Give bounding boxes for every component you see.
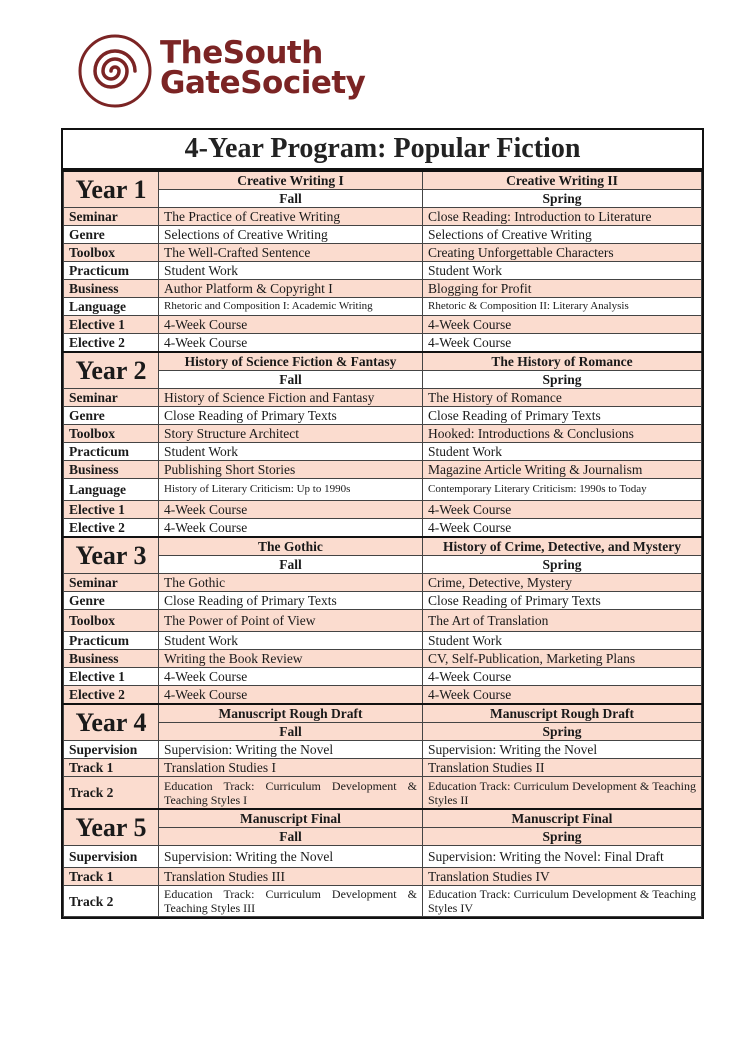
spring-course-title: Creative Writing II [423,171,702,190]
spring-cell: Close Reading of Primary Texts [423,407,702,425]
row-label: Toolbox [64,425,159,443]
spring-cell: Student Work [423,262,702,280]
fall-term-label: Fall [159,371,423,389]
spring-cell: 4-Week Course [423,316,702,334]
spring-cell: CV, Self-Publication, Marketing Plans [423,650,702,668]
fall-course-title: Manuscript Rough Draft [159,704,423,723]
spring-course-title: Manuscript Final [423,809,702,828]
course-row [64,686,702,705]
spring-cell: Translation Studies IV [423,868,702,886]
spring-cell: 4-Week Course [423,519,702,538]
row-label: Practicum [64,632,159,650]
row-label: Track 1 [64,868,159,886]
fall-cell: Student Work [159,443,423,461]
spring-cell: 4-Week Course [423,501,702,519]
course-row [64,298,702,316]
term-row [64,371,702,389]
fall-cell: Student Work [159,632,423,650]
course-row [64,208,702,226]
spring-cell: The Art of Translation [423,610,702,632]
fall-cell: Close Reading of Primary Texts [159,592,423,610]
fall-cell: History of Literary Criticism: Up to 1990s [159,479,423,501]
spring-cell: Supervision: Writing the Novel: Final Draft [423,846,702,868]
fall-cell: Education Track: Curriculum Development & Teaching Styles III [159,886,423,917]
spring-term-label: Spring [423,556,702,574]
fall-cell: 4-Week Course [159,316,423,334]
course-row [64,777,702,810]
course-row [64,316,702,334]
year-label: Year 3 [64,537,159,574]
org-logo [78,30,378,110]
spiral-logo-icon [78,34,152,108]
year-header-row [64,809,702,828]
course-row [64,334,702,353]
row-label: Seminar [64,208,159,226]
fall-course-title: History of Science Fiction & Fantasy [159,352,423,371]
fall-cell: Translation Studies III [159,868,423,886]
fall-cell: 4-Week Course [159,668,423,686]
row-label: Elective 1 [64,316,159,334]
row-label: Seminar [64,389,159,407]
fall-cell: 4-Week Course [159,519,423,538]
fall-course-title: Creative Writing I [159,171,423,190]
fall-cell: Close Reading of Primary Texts [159,407,423,425]
course-row [64,425,702,443]
spring-cell: The History of Romance [423,389,702,407]
fall-cell: 4-Week Course [159,501,423,519]
row-label: Language [64,479,159,501]
course-row [64,479,702,501]
course-row [64,262,702,280]
course-row [64,592,702,610]
term-row [64,556,702,574]
spring-term-label: Spring [423,723,702,741]
spring-term-label: Spring [423,828,702,846]
spring-cell: Creating Unforgettable Characters [423,244,702,262]
year-header-row [64,537,702,556]
course-row [64,389,702,407]
year-header-row [64,352,702,371]
row-label: Elective 1 [64,501,159,519]
course-row [64,846,702,868]
row-label: Genre [64,592,159,610]
org-name-line1: TheSouth [160,35,323,71]
spring-cell: Education Track: Curriculum Development & Teaching Styles IV [423,886,702,917]
fall-cell: Author Platform & Copyright I [159,280,423,298]
row-label: Business [64,280,159,298]
spring-course-title: The History of Romance [423,352,702,371]
spring-cell: Education Track: Curriculum Development & Teaching Styles II [423,777,702,810]
row-label: Supervision [64,741,159,759]
row-label: Elective 2 [64,519,159,538]
course-row [64,280,702,298]
program-title: 4-Year Program: Popular Fiction [63,130,702,170]
term-row [64,190,702,208]
spring-cell: Supervision: Writing the Novel [423,741,702,759]
course-row [64,741,702,759]
row-label: Elective 2 [64,334,159,353]
row-label: Practicum [64,443,159,461]
row-label: Practicum [64,262,159,280]
spring-cell: Rhetoric & Composition II: Literary Analysis [423,298,702,316]
fall-term-label: Fall [159,190,423,208]
spring-cell: Translation Studies II [423,759,702,777]
fall-course-title: Manuscript Final [159,809,423,828]
year-header-row [64,171,702,190]
fall-cell: 4-Week Course [159,686,423,705]
course-row [64,226,702,244]
row-label: Genre [64,226,159,244]
fall-cell: The Gothic [159,574,423,592]
row-label: Supervision [64,846,159,868]
course-row [64,407,702,425]
spring-cell: Student Work [423,443,702,461]
spring-course-title: Manuscript Rough Draft [423,704,702,723]
course-row [64,886,702,917]
row-label: Genre [64,407,159,425]
course-row [64,519,702,538]
fall-cell: Writing the Book Review [159,650,423,668]
spring-term-label: Spring [423,190,702,208]
course-row [64,501,702,519]
spring-cell: 4-Week Course [423,334,702,353]
fall-cell: The Practice of Creative Writing [159,208,423,226]
fall-cell: Selections of Creative Writing [159,226,423,244]
spring-cell: Hooked: Introductions & Conclusions [423,425,702,443]
row-label: Track 2 [64,777,159,810]
spring-cell: Contemporary Literary Criticism: 1990s to Today [423,479,702,501]
course-row [64,632,702,650]
course-row [64,574,702,592]
year-label: Year 2 [64,352,159,389]
row-label: Track 2 [64,886,159,917]
course-row [64,244,702,262]
fall-cell: Supervision: Writing the Novel [159,846,423,868]
spring-cell: Student Work [423,632,702,650]
row-label: Toolbox [64,244,159,262]
spring-cell: Close Reading of Primary Texts [423,592,702,610]
term-row [64,828,702,846]
term-row [64,723,702,741]
fall-cell: Education Track: Curriculum Development & Teaching Styles I [159,777,423,810]
spring-cell: 4-Week Course [423,668,702,686]
course-row [64,610,702,632]
fall-cell: Rhetoric and Composition I: Academic Writing [159,298,423,316]
fall-cell: The Power of Point of View [159,610,423,632]
course-row [64,443,702,461]
org-name [160,35,366,101]
fall-term-label: Fall [159,828,423,846]
fall-course-title: The Gothic [159,537,423,556]
row-label: Toolbox [64,610,159,632]
course-row [64,868,702,886]
fall-cell: History of Science Fiction and Fantasy [159,389,423,407]
row-label: Business [64,461,159,479]
course-row [64,650,702,668]
fall-term-label: Fall [159,556,423,574]
fall-cell: Student Work [159,262,423,280]
year-label: Year 5 [64,809,159,846]
fall-term-label: Fall [159,723,423,741]
row-label: Track 1 [64,759,159,777]
spring-cell: 4-Week Course [423,686,702,705]
spring-cell: Magazine Article Writing & Journalism [423,461,702,479]
spring-course-title: History of Crime, Detective, and Mystery [423,537,702,556]
course-row [64,759,702,777]
fall-cell: Supervision: Writing the Novel [159,741,423,759]
fall-cell: Story Structure Architect [159,425,423,443]
spring-term-label: Spring [423,371,702,389]
row-label: Elective 2 [64,686,159,705]
row-label: Business [64,650,159,668]
spring-cell: Close Reading: Introduction to Literature [423,208,702,226]
fall-cell: Translation Studies I [159,759,423,777]
course-row [64,461,702,479]
fall-cell: The Well-Crafted Sentence [159,244,423,262]
row-label: Elective 1 [64,668,159,686]
row-label: Language [64,298,159,316]
fall-cell: Publishing Short Stories [159,461,423,479]
spring-cell: Blogging for Profit [423,280,702,298]
program-table [61,128,704,919]
schedule-grid [63,170,702,917]
row-label: Seminar [64,574,159,592]
course-row [64,668,702,686]
year-header-row [64,704,702,723]
year-label: Year 1 [64,171,159,208]
fall-cell: 4-Week Course [159,334,423,353]
year-label: Year 4 [64,704,159,741]
spring-cell: Crime, Detective, Mystery [423,574,702,592]
org-name-line2: GateSociety [160,65,366,101]
spring-cell: Selections of Creative Writing [423,226,702,244]
